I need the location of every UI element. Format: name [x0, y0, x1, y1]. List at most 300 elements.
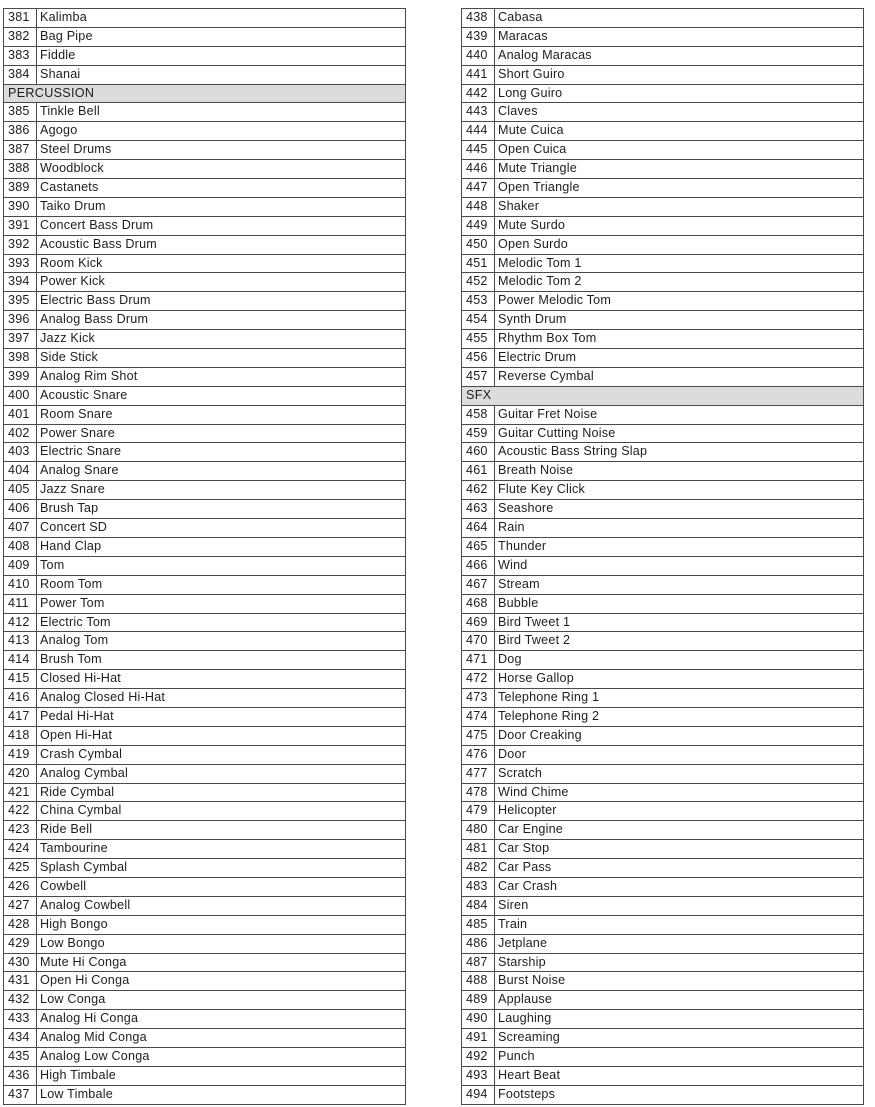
voice-name: Scratch — [498, 765, 543, 780]
table-row — [461, 595, 864, 614]
table-row — [3, 538, 406, 557]
table-row — [3, 160, 406, 179]
voice-number: 491 — [462, 1029, 495, 1047]
table-row — [461, 292, 864, 311]
table-row — [3, 425, 406, 444]
voice-name: Jazz Kick — [40, 331, 95, 346]
voice-name: Mute Cuica — [498, 123, 564, 138]
table-row — [3, 236, 406, 255]
voice-number: 383 — [4, 47, 37, 65]
table-row — [3, 443, 406, 462]
voice-number: 480 — [462, 821, 495, 839]
voice-number: 450 — [462, 236, 495, 254]
voice-name: Room Tom — [40, 576, 103, 591]
voice-name: Room Snare — [40, 406, 113, 421]
voice-number: 483 — [462, 878, 495, 896]
table-row — [461, 878, 864, 897]
table-row — [461, 85, 864, 104]
table-row — [461, 557, 864, 576]
voice-number: 490 — [462, 1010, 495, 1028]
table-row — [3, 1048, 406, 1067]
table-row — [3, 972, 406, 991]
voice-number: 467 — [462, 576, 495, 594]
table-row — [461, 368, 864, 387]
voice-name: Reverse Cymbal — [498, 368, 594, 383]
voice-number: 436 — [4, 1067, 37, 1085]
voice-number: 430 — [4, 954, 37, 972]
voice-number: 493 — [462, 1067, 495, 1085]
table-row — [461, 103, 864, 122]
voice-name: Mute Hi Conga — [40, 954, 127, 969]
table-row — [461, 670, 864, 689]
table-row — [461, 217, 864, 236]
table-row — [3, 821, 406, 840]
voice-name: Bird Tweet 1 — [498, 614, 571, 629]
voice-name: Taiko Drum — [40, 198, 106, 213]
voice-name: Heart Beat — [498, 1067, 561, 1082]
voice-number: 410 — [4, 576, 37, 594]
voice-number: 417 — [4, 708, 37, 726]
voice-name: Tambourine — [40, 841, 108, 856]
voice-name: Analog Bass Drum — [40, 312, 149, 327]
voice-name: Low Bongo — [40, 935, 105, 950]
voice-name: Helicopter — [498, 803, 557, 818]
voice-number: 421 — [4, 784, 37, 802]
voice-number: 456 — [462, 349, 495, 367]
table-row — [3, 28, 406, 47]
voice-number: 391 — [4, 217, 37, 235]
voice-name: Long Guiro — [498, 85, 563, 100]
voice-number: 466 — [462, 557, 495, 575]
voice-name: High Bongo — [40, 916, 108, 931]
voice-name: Dog — [498, 652, 522, 667]
voice-number: 399 — [4, 368, 37, 386]
voice-number: 382 — [4, 28, 37, 46]
table-row — [3, 916, 406, 935]
voice-number: 486 — [462, 935, 495, 953]
voice-number: 416 — [4, 689, 37, 707]
voice-number: 424 — [4, 840, 37, 858]
voice-number: 395 — [4, 292, 37, 310]
voice-number: 397 — [4, 330, 37, 348]
voice-name: Horse Gallop — [498, 671, 574, 686]
voice-name: Bag Pipe — [40, 28, 93, 43]
voice-name: Bubble — [498, 595, 539, 610]
voice-number: 408 — [4, 538, 37, 556]
voice-number: 478 — [462, 784, 495, 802]
voice-name: Tom — [40, 557, 65, 572]
voice-number: 458 — [462, 406, 495, 424]
voice-number: 407 — [4, 519, 37, 537]
voice-name: Train — [498, 916, 528, 931]
table-row — [461, 47, 864, 66]
table-row — [461, 160, 864, 179]
voice-number: 404 — [4, 462, 37, 480]
table-row — [3, 47, 406, 66]
voice-name: Agogo — [40, 123, 78, 138]
table-row — [3, 330, 406, 349]
voice-name: Open Hi Conga — [40, 973, 130, 988]
voice-name: Power Tom — [40, 595, 105, 610]
voice-number: 472 — [462, 670, 495, 688]
table-row — [3, 217, 406, 236]
voice-number: 411 — [4, 595, 37, 613]
voice-name: Open Triangle — [498, 180, 580, 195]
table-row — [461, 179, 864, 198]
voice-name: Woodblock — [40, 161, 104, 176]
voice-name: Brush Tom — [40, 652, 102, 667]
voice-name: Door Creaking — [498, 727, 582, 742]
voice-number: 435 — [4, 1048, 37, 1066]
table-row — [461, 481, 864, 500]
voice-number: 386 — [4, 122, 37, 140]
voice-number: 457 — [462, 368, 495, 386]
voice-list-left-column — [3, 8, 406, 1105]
voice-name: Applause — [498, 992, 553, 1007]
table-row — [3, 311, 406, 330]
voice-name: Stream — [498, 576, 540, 591]
voice-number: 452 — [462, 273, 495, 291]
voice-number: 392 — [4, 236, 37, 254]
voice-number: 464 — [462, 519, 495, 537]
voice-number: 455 — [462, 330, 495, 348]
voice-number: 433 — [4, 1010, 37, 1028]
voice-number: 488 — [462, 972, 495, 990]
voice-name: Rain — [498, 520, 525, 535]
table-row — [461, 443, 864, 462]
voice-name: Burst Noise — [498, 973, 566, 988]
voice-name: Analog Low Conga — [40, 1048, 150, 1063]
table-row — [461, 141, 864, 160]
table-row — [3, 784, 406, 803]
voice-number: 414 — [4, 651, 37, 669]
voice-number: 413 — [4, 632, 37, 650]
voice-name: Shanai — [40, 66, 81, 81]
voice-name: Screaming — [498, 1030, 560, 1045]
table-row — [3, 595, 406, 614]
table-row — [461, 1029, 864, 1048]
voice-number: 443 — [462, 103, 495, 121]
voice-name: Car Stop — [498, 841, 550, 856]
table-row — [3, 292, 406, 311]
voice-number: 471 — [462, 651, 495, 669]
voice-number: 420 — [4, 765, 37, 783]
voice-name: Low Timbale — [40, 1086, 113, 1101]
voice-name: Ride Cymbal — [40, 784, 115, 799]
voice-list-right-column — [461, 8, 864, 1105]
table-row — [461, 897, 864, 916]
table-row — [3, 670, 406, 689]
table-row — [3, 651, 406, 670]
voice-number: 431 — [4, 972, 37, 990]
table-row — [3, 9, 406, 28]
voice-name: Hand Clap — [40, 538, 102, 553]
table-row — [461, 330, 864, 349]
voice-name: Wind Chime — [498, 784, 569, 799]
voice-name: Power Snare — [40, 425, 116, 440]
table-row — [3, 935, 406, 954]
voice-name: Open Surdo — [498, 236, 568, 251]
table-row — [461, 614, 864, 633]
table-row — [461, 519, 864, 538]
voice-number: 473 — [462, 689, 495, 707]
voice-name: Electric Tom — [40, 614, 111, 629]
table-row — [3, 859, 406, 878]
voice-name: Steel Drums — [40, 142, 112, 157]
voice-name: Guitar Cutting Noise — [498, 425, 616, 440]
voice-number: 390 — [4, 198, 37, 216]
voice-number: 394 — [4, 273, 37, 291]
voice-name: Door — [498, 746, 527, 761]
table-row — [461, 972, 864, 991]
voice-name: Starship — [498, 954, 546, 969]
voice-name: Analog Rim Shot — [40, 368, 138, 383]
voice-number: 492 — [462, 1048, 495, 1066]
voice-name: Analog Snare — [40, 463, 119, 478]
voice-name: Crash Cymbal — [40, 746, 123, 761]
voice-name: Acoustic Snare — [40, 387, 128, 402]
voice-name: Analog Closed Hi-Hat — [40, 690, 166, 705]
voice-name: Jazz Snare — [40, 482, 105, 497]
table-row — [461, 651, 864, 670]
table-row — [3, 746, 406, 765]
table-row — [3, 878, 406, 897]
voice-name: Tinkle Bell — [40, 104, 100, 119]
table-row — [3, 406, 406, 425]
voice-number: 446 — [462, 160, 495, 178]
voice-number: 406 — [4, 500, 37, 518]
voice-name: Analog Mid Conga — [40, 1030, 147, 1045]
voice-number: 437 — [4, 1086, 37, 1104]
voice-number: 459 — [462, 425, 495, 443]
table-row — [461, 1010, 864, 1029]
voice-name: Mute Triangle — [498, 161, 577, 176]
voice-name: Melodic Tom 1 — [498, 255, 582, 270]
voice-number: 441 — [462, 66, 495, 84]
table-row — [3, 708, 406, 727]
voice-number: 428 — [4, 916, 37, 934]
voice-name: Cabasa — [498, 10, 543, 24]
voice-number: 489 — [462, 991, 495, 1009]
voice-name: Synth Drum — [498, 312, 567, 327]
table-row — [461, 784, 864, 803]
table-row — [3, 198, 406, 217]
voice-number: 439 — [462, 28, 495, 46]
voice-name: Open Cuica — [498, 142, 567, 157]
voice-number: 474 — [462, 708, 495, 726]
table-row — [3, 462, 406, 481]
table-row — [3, 991, 406, 1010]
voice-number: 418 — [4, 727, 37, 745]
voice-name: Concert SD — [40, 520, 108, 535]
table-row — [461, 349, 864, 368]
voice-name: Electric Drum — [498, 350, 577, 365]
section-header: PERCUSSION — [3, 85, 406, 104]
voice-name: Rhythm Box Tom — [498, 331, 597, 346]
table-row — [461, 273, 864, 292]
voice-number: 477 — [462, 765, 495, 783]
voice-number: 415 — [4, 670, 37, 688]
voice-name: Room Kick — [40, 255, 103, 270]
voice-name: Car Pass — [498, 860, 552, 875]
voice-number: 460 — [462, 443, 495, 461]
table-row — [3, 727, 406, 746]
voice-number: 389 — [4, 179, 37, 197]
voice-name: Melodic Tom 2 — [498, 274, 582, 289]
voice-name: Side Stick — [40, 350, 98, 365]
voice-number: 453 — [462, 292, 495, 310]
voice-name: Short Guiro — [498, 66, 565, 81]
table-row — [3, 1086, 406, 1105]
voice-number: 454 — [462, 311, 495, 329]
voice-number: 400 — [4, 387, 37, 405]
voice-name: Power Melodic Tom — [498, 293, 612, 308]
table-row — [3, 1029, 406, 1048]
voice-number: 482 — [462, 859, 495, 877]
voice-name: Castanets — [40, 180, 99, 195]
table-row — [461, 746, 864, 765]
voice-number: 422 — [4, 802, 37, 820]
voice-number: 463 — [462, 500, 495, 518]
voice-number: 461 — [462, 462, 495, 480]
voice-name: Punch — [498, 1048, 535, 1063]
voice-name: Pedal Hi-Hat — [40, 708, 114, 723]
voice-number: 387 — [4, 141, 37, 159]
table-row — [3, 954, 406, 973]
table-row — [3, 840, 406, 859]
voice-name: Closed Hi-Hat — [40, 671, 121, 686]
voice-number: 427 — [4, 897, 37, 915]
voice-number: 384 — [4, 66, 37, 84]
table-row — [461, 689, 864, 708]
table-row — [461, 802, 864, 821]
table-row — [3, 576, 406, 595]
voice-name: Power Kick — [40, 274, 105, 289]
table-row — [461, 236, 864, 255]
voice-number: 432 — [4, 991, 37, 1009]
table-row — [3, 557, 406, 576]
voice-name: Analog Cowbell — [40, 897, 131, 912]
voice-name: Guitar Fret Noise — [498, 406, 598, 421]
table-row — [461, 821, 864, 840]
voice-name: Footsteps — [498, 1086, 556, 1101]
table-row — [461, 538, 864, 557]
voice-name: Telephone Ring 2 — [498, 708, 600, 723]
voice-name: Bird Tweet 2 — [498, 633, 571, 648]
voice-number: 485 — [462, 916, 495, 934]
voice-number: 393 — [4, 255, 37, 273]
voice-number: 419 — [4, 746, 37, 764]
voice-name: High Timbale — [40, 1067, 116, 1082]
table-row — [461, 576, 864, 595]
voice-name: Open Hi-Hat — [40, 727, 113, 742]
voice-name: Maracas — [498, 28, 548, 43]
table-row — [461, 991, 864, 1010]
voice-number: 426 — [4, 878, 37, 896]
voice-number: 479 — [462, 802, 495, 820]
table-row — [3, 255, 406, 274]
table-row — [3, 349, 406, 368]
table-row — [461, 462, 864, 481]
voice-number: 470 — [462, 632, 495, 650]
voice-number: 487 — [462, 954, 495, 972]
voice-number: 425 — [4, 859, 37, 877]
voice-number: 381 — [4, 9, 37, 27]
voice-name: Mute Surdo — [498, 217, 566, 232]
voice-number: 409 — [4, 557, 37, 575]
voice-number: 442 — [462, 85, 495, 103]
voice-number: 388 — [4, 160, 37, 178]
table-row — [461, 935, 864, 954]
table-row — [3, 897, 406, 916]
table-row — [461, 66, 864, 85]
voice-number: 447 — [462, 179, 495, 197]
table-row — [3, 141, 406, 160]
voice-number: 403 — [4, 443, 37, 461]
table-row — [3, 103, 406, 122]
table-row — [461, 28, 864, 47]
section-header: SFX — [461, 387, 864, 406]
voice-name: Analog Maracas — [498, 47, 592, 62]
voice-number: 465 — [462, 538, 495, 556]
table-row — [461, 916, 864, 935]
voice-number: 451 — [462, 255, 495, 273]
table-row — [461, 311, 864, 330]
voice-name: Thunder — [498, 538, 547, 553]
voice-number: 385 — [4, 103, 37, 121]
voice-number: 423 — [4, 821, 37, 839]
voice-number: 468 — [462, 595, 495, 613]
table-row — [461, 1048, 864, 1067]
voice-number: 494 — [462, 1086, 495, 1104]
voice-name: Brush Tap — [40, 501, 99, 516]
voice-name: Seashore — [498, 501, 554, 516]
voice-name: Jetplane — [498, 935, 548, 950]
voice-number: 444 — [462, 122, 495, 140]
table-row — [461, 840, 864, 859]
voice-name: Kalimba — [40, 10, 87, 24]
table-row — [3, 802, 406, 821]
voice-name: Acoustic Bass Drum — [40, 236, 157, 251]
table-row — [3, 387, 406, 406]
voice-name: Analog Cymbal — [40, 765, 129, 780]
voice-name: Claves — [498, 104, 538, 119]
table-row — [3, 689, 406, 708]
voice-name: Car Crash — [498, 878, 558, 893]
voice-number: 445 — [462, 141, 495, 159]
table-row — [3, 179, 406, 198]
table-row — [3, 614, 406, 633]
voice-number: 448 — [462, 198, 495, 216]
table-row — [3, 500, 406, 519]
table-row — [461, 859, 864, 878]
voice-name: Breath Noise — [498, 463, 574, 478]
voice-number: 412 — [4, 614, 37, 632]
table-row — [3, 1067, 406, 1086]
voice-number: 398 — [4, 349, 37, 367]
table-row — [3, 66, 406, 85]
table-row — [3, 273, 406, 292]
voice-name: Concert Bass Drum — [40, 217, 154, 232]
voice-name: Wind — [498, 557, 528, 572]
voice-name: Electric Bass Drum — [40, 293, 151, 308]
voice-number: 402 — [4, 425, 37, 443]
voice-number: 438 — [462, 9, 495, 27]
table-row — [3, 122, 406, 141]
voice-name: China Cymbal — [40, 803, 122, 818]
voice-name: Ride Bell — [40, 822, 93, 837]
voice-name: Shaker — [498, 198, 540, 213]
